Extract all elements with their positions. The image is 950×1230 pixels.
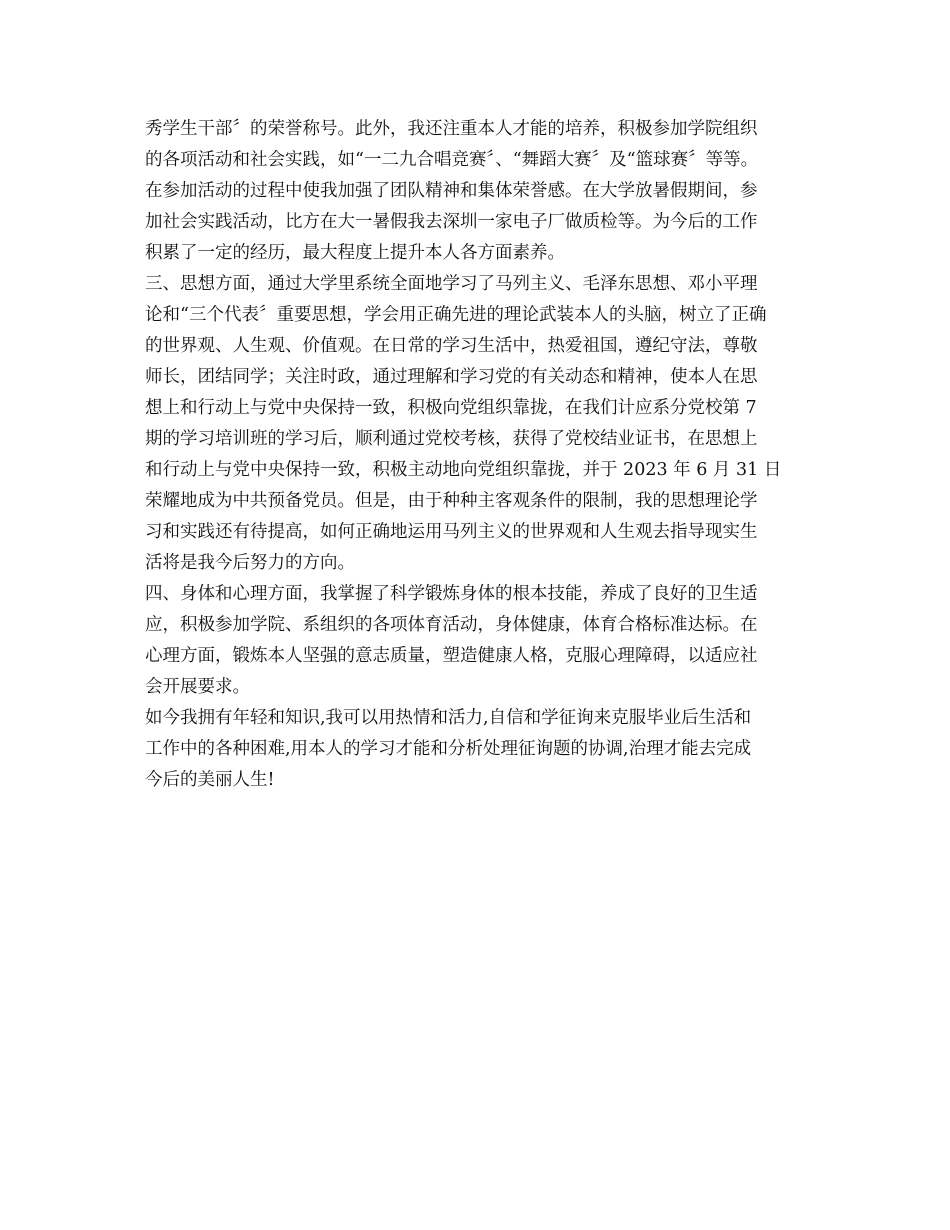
text-line: 的各项活动和社会实践，如“一二九合唱竞赛〞、“舞蹈大赛〞及“篮球赛〞等等。: [145, 150, 759, 170]
text-line: 荣耀地成为中共预备党员。但是，由于种种主客观条件的限制，我的思想理论学: [145, 491, 758, 511]
text-line: 会开展要求。: [145, 677, 250, 697]
text-line: 今后的美丽人生!: [145, 770, 275, 790]
text-line: 心理方面，锻炼本人坚强的意志质量，塑造健康人格，克服心理障碍，以适应社: [145, 646, 758, 666]
text-line: 活将是我今后努力的方向。: [145, 553, 355, 573]
paragraph-conclusion: [145, 703, 810, 796]
text-line: 加社会实践活动，比方在大一暑假我去深圳一家电子厂做质检等。为今后的工作: [145, 212, 758, 232]
text-line: 工作中的各种困难,用本人的学习才能和分析处理征询题的协调,治理才能去完成: [145, 739, 752, 759]
text-line: 在参加活动的过程中使我加强了团队精神和集体荣誉感。在大学放暑假期间，参: [145, 181, 758, 201]
text-line: 和行动上与党中央保持一致，积极主动地向党组织靠拢，并于 2023 年 6 月 31 日: [145, 460, 782, 480]
text-line: 论和“三个代表〞重要思想，学会用正确先进的理论武装本人的头脑，树立了正确: [145, 305, 767, 325]
text-line: 如今我拥有年轻和知识,我可以用热情和活力,自信和学征询来克服毕业后生活和: [145, 708, 752, 728]
text-line: 四、身体和心理方面，我掌握了科学锻炼身体的根本技能，养成了良好的卫生适: [145, 584, 758, 604]
text-line: 想上和行动上与党中央保持一致，积极向党组织靠拢，在我们计应系分党校第 7: [145, 398, 757, 418]
text-line: 积累了一定的经历，最大程度上提升本人各方面素养。: [145, 243, 565, 263]
text-line: 的世界观、人生观、价值观。在日常的学习生活中，热爱祖国，遵纪守法，尊敬: [145, 336, 758, 356]
text-line: 三、思想方面，通过大学里系统全面地学习了马列主义、毛泽东思想、邓小平理: [145, 274, 758, 294]
text-line: 师长，团结同学；关注时政，通过理解和学习党的有关动态和精神，使本人在思: [145, 367, 758, 387]
text-line: 习和实践还有待提高，如何正确地运用马列主义的世界观和人生观去指导现实生: [145, 522, 758, 542]
text-line: 期的学习培训班的学习后，顺利通过党校考核，获得了党校结业证书，在思想上: [145, 429, 758, 449]
paragraph-physical-mental: [145, 579, 810, 703]
text-line: 应，积极参加学院、系组织的各项体育活动，身体健康，体育合格标准达标。在: [145, 615, 758, 635]
document-body: [145, 114, 810, 796]
text-line: 秀学生干部〞的荣誉称号。此外，我还注重本人才能的培养，积极参加学院组织: [145, 119, 758, 139]
paragraph-activities: [145, 114, 810, 269]
paragraph-ideology: [145, 269, 810, 579]
